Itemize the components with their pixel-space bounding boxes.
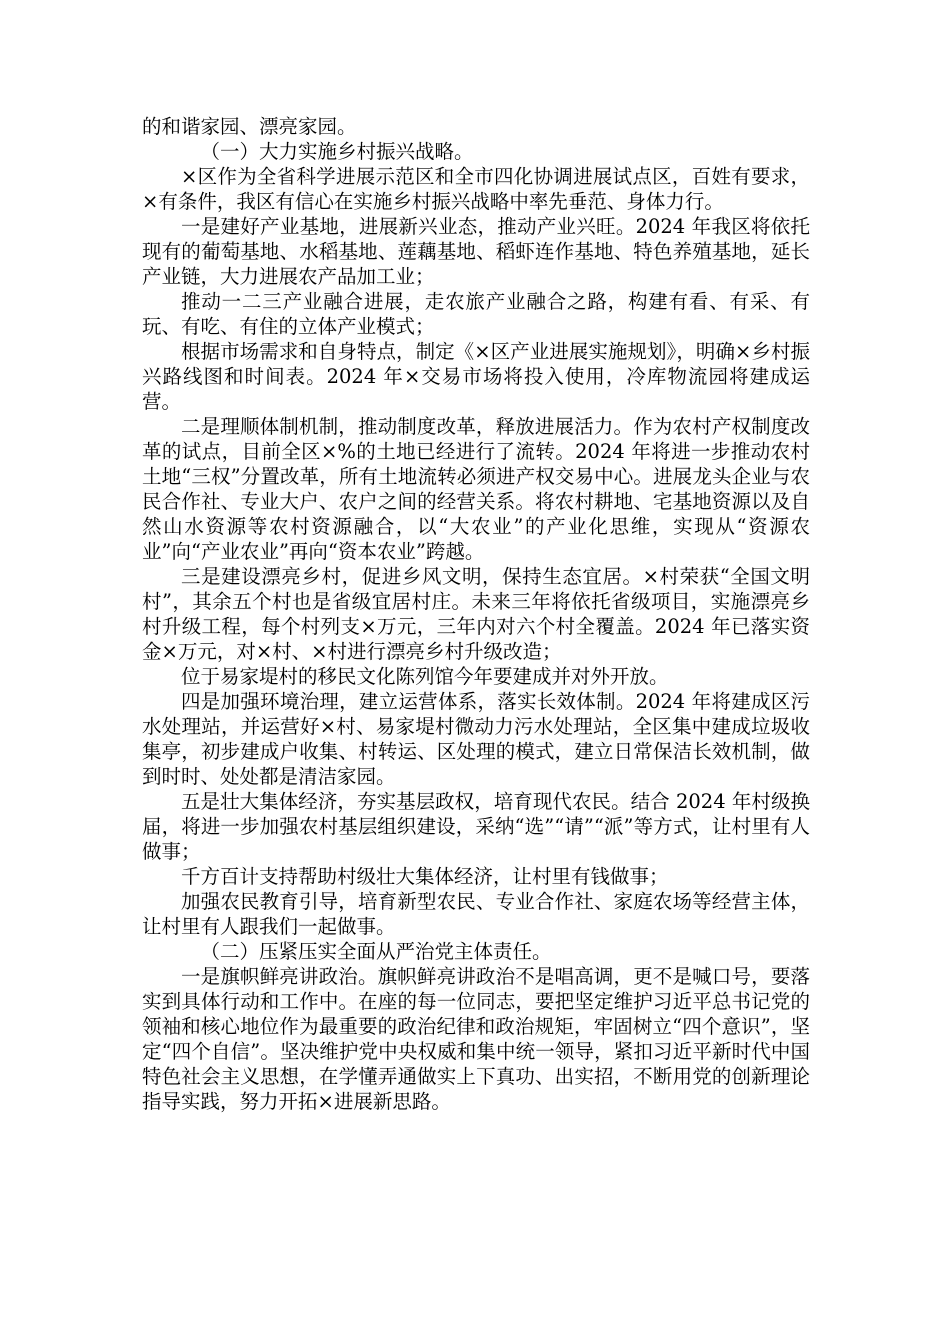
paragraph: ×区作为全省科学进展示范区和全市四化协调进展试点区，百姓有要求，×有条件，我区有信心在实施乡村振兴战略中率先垂范、身体力行。 [142, 165, 810, 213]
paragraph: 三是建设漂亮乡村，促进乡风文明，保持生态宜居。×村荣获“全国文明村”，其余五个村也是省级宜居村庄。未来三年将依托省级项目，实施漂亮乡村升级工程，每个村列支×万元，三年内对六个村全覆盖。2024 年已落实资金×万元，对×村、×村进行漂亮乡村升级改造； [142, 565, 810, 663]
section-heading-2: （二）压紧压实全面从严治党主体责任。 [200, 940, 552, 963]
document-body [142, 114, 810, 1114]
paragraph: 加强农民教育引导，培育新型农民、专业合作社、家庭农场等经营主体，让村里有人跟我们一起做事。 [142, 890, 810, 938]
paragraph: 千方百计支持帮助村级壮大集体经济，让村里有钱做事； [181, 865, 669, 888]
paragraph: 推动一二三产业融合进展，走农旅产业融合之路，构建有看、有采、有玩、有吃、有住的立体产业模式； [142, 290, 810, 338]
paragraph: 五是壮大集体经济，夯实基层政权，培育现代农民。结合 2024 年村级换届，将进一步加强农村基层组织建设，采纳“选”“请”“派”等方式，让村里有人做事； [142, 790, 810, 863]
section-heading-1: （一）大力实施乡村振兴战略。 [200, 140, 474, 163]
paragraph: 一是旗帜鲜亮讲政治。旗帜鲜亮讲政治不是唱高调，更不是喊口号，要落实到具体行动和工作中。在座的每一位同志，要把坚定维护习近平总书记党的领袖和核心地位作为最重要的政治纪律和政治规矩，牢固树立“四个意识”，坚定“四个自信”。坚决维护党中央权威和集中统一领导，紧扣习近平新时代中国特色社会主义思想，在学懂弄通做实上下真功、出实招，不断用党的创新理论指导实践，努力开拓×进展新思路。 [142, 965, 810, 1113]
paragraph: 一是建好产业基地，进展新兴业态，推动产业兴旺。2024 年我区将依托现有的葡萄基地、水稻基地、莲藕基地、稻虾连作基地、特色养殖基地，延长产业链，大力进展农产品加工业； [142, 215, 810, 288]
paragraph: 二是理顺体制机制，推动制度改革，释放进展活力。作为农村产权制度改革的试点，目前全区×%的土地已经进行了流转。2024 年将进一步推动农村土地“三权”分置改革，所有土地流转必须进产权交易中心。进展龙头企业与农民合作社、专业大户、农户之间的经营关系。将农村耕地、宅基地资源以及自然山水资源等农村资源融合，以“大农业”的产业化思维，实现从“资源农业”向“产业农业”再向“资本农业”跨越。 [142, 415, 810, 563]
paragraph-continuation: 的和谐家园、漂亮家园。 [142, 115, 357, 138]
paragraph: 根据市场需求和自身特点，制定《×区产业进展实施规划》，明确×乡村振兴路线图和时间表。2024 年×交易市场将投入使用，冷库物流园将建成运营。 [142, 340, 810, 413]
paragraph: 四是加强环境治理，建立运营体系，落实长效体制。2024 年将建成区污水处理站，并运营好×村、易家堤村微动力污水处理站，全区集中建成垃圾收集亭，初步建成户收集、村转运、区处理的模式，建立日常保洁长效机制，做到时时、处处都是清洁家园。 [142, 690, 810, 788]
paragraph: 位于易家堤村的移民文化陈列馆今年要建成并对外开放。 [181, 665, 669, 688]
